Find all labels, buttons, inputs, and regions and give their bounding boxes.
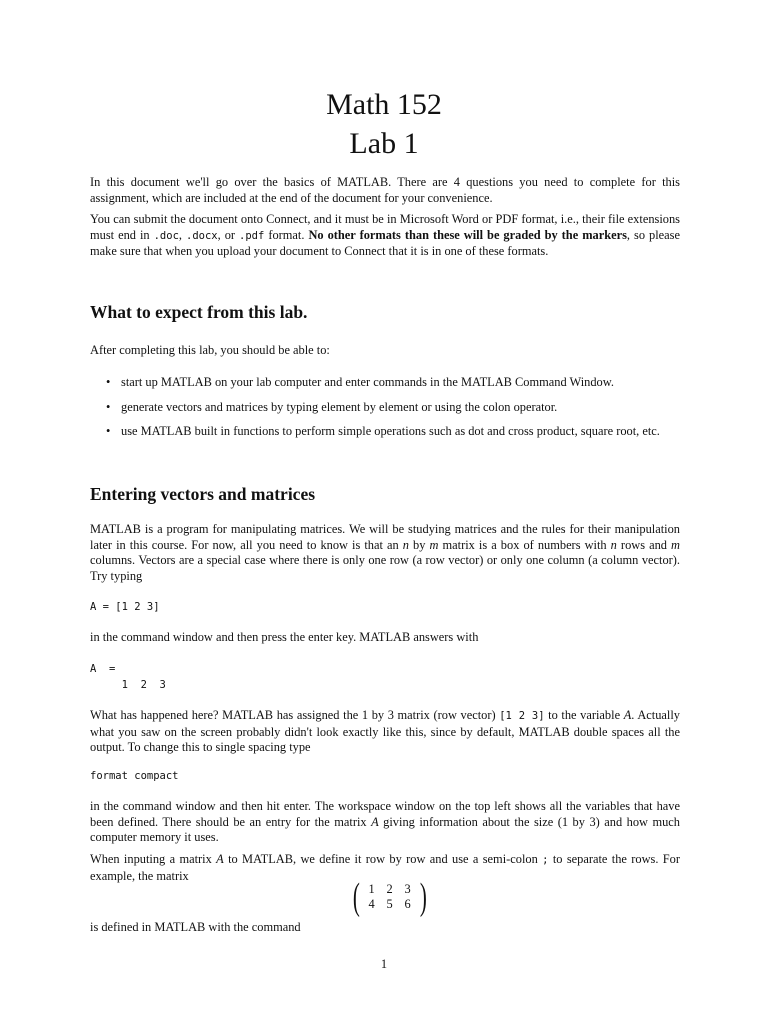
section1-lead: After completing this lab, you should be able to: bbox=[90, 343, 330, 357]
section2-paragraph-6: is defined in MATLAB with the command bbox=[90, 920, 301, 934]
intro-paragraph-2: You can submit the document onto Connect, and it must be in Microsoft Word or PDF format, i.e., their file extensions must end in .doc, .docx, or .pdf format. No other formats than these will be graded by the markers, so please make sure that when you upload your document to Connect that it is in one of these formats. bbox=[90, 212, 680, 259]
left-paren: ( bbox=[352, 876, 360, 918]
code-block-assign: A = [1 2 3] bbox=[90, 601, 160, 613]
bold-warning: No other formats than these will be graded by the markers bbox=[308, 227, 627, 242]
matrix-cell: 2 bbox=[386, 882, 393, 896]
title-line-1: Math 152 bbox=[326, 88, 442, 121]
bullet-icon: • bbox=[106, 399, 111, 414]
matrix-grid bbox=[363, 882, 417, 912]
inline-code-vector: [1 2 3] bbox=[499, 710, 545, 722]
matrix-cell: 6 bbox=[404, 897, 411, 911]
section2-paragraph-1: MATLAB is a program for manipulating matrices. We will be studying matrices and the rules for their manipulation later in this course. For now, all you need to know is that an n by m matrix is a box of numbers with n rows and m columns. Vectors are a special case where there is only one row (a row vector) or only one column (a column vector). Try typing bbox=[90, 522, 680, 583]
section2-paragraph-4: in the command window and then hit enter. The workspace window on the top left shows all the variables that have been defined. There should be an entry for the matrix A giving information about the size (1 by 3) and how much computer memory it uses. bbox=[90, 799, 681, 845]
list-item: • use MATLAB built in functions to perform simple operations such as dot and cross product, square root, etc. bbox=[106, 424, 660, 439]
right-paren: ) bbox=[419, 876, 427, 918]
section2-paragraph-5: When inputing a matrix A to MATLAB, we define it row by row and use a semi-colon ; to separate the rows. For example, the matrix bbox=[90, 852, 681, 883]
section-heading-vectors: Entering vectors and matrices bbox=[90, 484, 316, 504]
inline-code-semicolon: ; bbox=[542, 854, 549, 866]
list-item: • start up MATLAB on your lab computer and enter commands in the MATLAB Command Window. bbox=[106, 375, 614, 389]
section-heading-expect: What to expect from this lab. bbox=[90, 302, 308, 322]
intro-paragraph-1: In this document we'll go over the basics of MATLAB. There are 4 questions you need to complete for this assignment, which are included at the end of the document for your convenience. bbox=[90, 175, 680, 205]
ext-pdf: .pdf bbox=[239, 229, 265, 242]
code-block-format: format compact bbox=[90, 770, 179, 782]
code-block-output: A = 1 2 3 bbox=[90, 663, 166, 691]
matrix-cell: 5 bbox=[386, 897, 393, 911]
matrix-cell: 1 bbox=[368, 882, 375, 896]
section2-paragraph-2: in the command window and then press the enter key. MATLAB answers with bbox=[90, 630, 479, 644]
expectations-list bbox=[90, 375, 680, 449]
bullet-icon: • bbox=[106, 375, 111, 389]
matrix-cell: 3 bbox=[404, 882, 411, 896]
list-item: • generate vectors and matrices by typing element by element or using the colon operator. bbox=[106, 399, 558, 414]
page-number: 1 bbox=[380, 957, 388, 971]
example-matrix bbox=[350, 876, 429, 918]
ext-docx: .docx bbox=[186, 229, 218, 242]
section2-paragraph-3: What has happened here? MATLAB has assigned the 1 by 3 matrix (row vector) [1 2 3] to the variable A. Actually what you saw on the screen probably didn't look exactly like this, since by default, MATLAB double spaces all the output. To change this to single spacing type bbox=[90, 708, 680, 755]
ext-doc: .doc bbox=[153, 229, 179, 242]
matrix-cell: 4 bbox=[368, 897, 375, 911]
title-line-2: Lab 1 bbox=[349, 127, 419, 160]
bullet-icon: • bbox=[106, 424, 111, 439]
